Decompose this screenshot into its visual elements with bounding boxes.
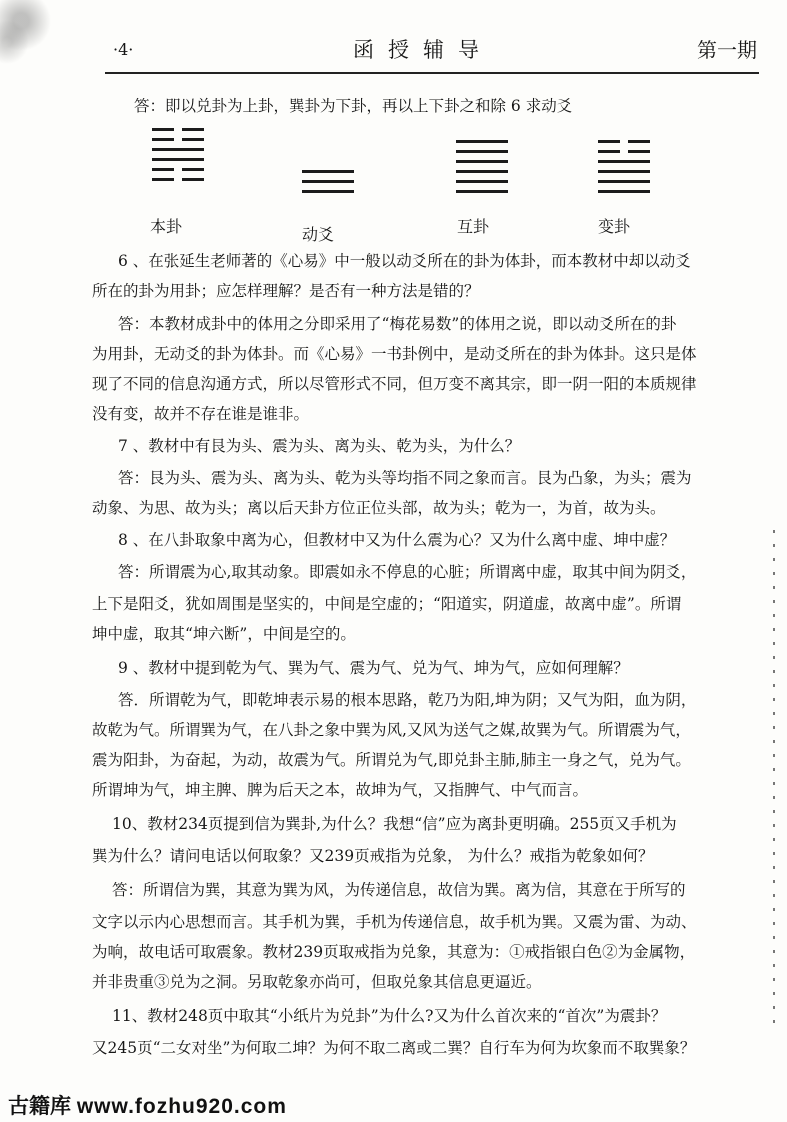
text-line: 现了不同的信息沟通方式，所以尽管形式不同，但万变不离其宗，即一阴一阳的本质规律 [92,375,697,393]
text-line: 10、教材234页提到信为巽卦,为什么？我想“信”应为离卦更明确。255页又手机为 [112,815,677,833]
scan-noise [0,0,70,70]
text-line: 答：即以兑卦为上卦，巽卦为下卦，再以上下卦之和除 6 求动爻 [134,97,573,115]
site-name: 古籍库 [8,1095,71,1118]
text-line: 答：艮为头、震为头、离为头、乾为头等均指不同之象而言。艮为凸象，为头；震为 [118,469,692,487]
text-line: 所谓坤为气，坤主脾、脾为后天之本，故坤为气，又指脾气、中气而言。 [92,781,589,799]
text-line: 故乾为气。所谓巽为气，在八卦之象中巽为风,又风为送气之媒,故巽为气。所谓震为气， [92,721,691,739]
site-domain: www.fozhu920.com [76,1095,287,1118]
text-line: 所在的卦为用卦；应怎样理解？是否有一种方法是错的？ [92,282,480,300]
moving-line-mark [302,170,354,200]
page-header [105,30,759,74]
watermark-footer [8,1090,287,1120]
scan-edge-marks [773,530,775,1030]
text-line: 答．所谓乾为气，即乾坤表示易的根本思路，乾乃为阳,坤为阴；又气为阳，血为阴， [118,691,697,709]
text-line: 并非贵重③兑为之洞。另取乾象亦尚可，但取兑象其信息更逼近。 [92,973,542,991]
text-line: 答：本教材成卦中的体用之分即采用了“梅花易数”的体用之说，即以动爻所在的卦 [118,315,677,333]
text-line: 又245页“二女对坐”为何取二坤？为何不取二离或二巽？自行车为何为坎象而不取巽象？ [92,1039,696,1057]
text-line: 震为阳卦，为奋起，为动，故震为气。所谓兑为气,即兑卦主肺,肺主一身之气，兑为气。 [92,751,691,769]
label-moving-line: 动爻 [302,225,335,244]
text-line: 巽为什么？请问电话以何取象？又239页戒指为兑象， 为什么？戒指为乾象如何？ [92,847,654,865]
text-line: 9 、教材中提到乾为气、巽为气、震为气、兑为气、坤为气，应如何理解？ [118,659,629,677]
issue-label: 第一期 [697,38,757,62]
text-line: 8 、在八卦取象中离为心，但教材中又为什么震为心？又为什么离中虚、坤中虚？ [118,531,676,549]
text-line: 没有变，故并不存在谁是谁非。 [92,405,310,423]
page-number: ·4· [113,40,134,59]
hexagram-original [152,128,204,188]
label-original: 本卦 [150,217,183,236]
text-line: 11、教材248页中取其“小纸片为兑卦”为什么?又为什么首次来的“首次”为震卦？ [112,1007,667,1025]
text-line: 文字以示内心思想而言。其手机为巽，手机为传递信息，故手机为巽。又震为雷、为动、 [92,913,697,931]
header-title: 函授辅导 [353,38,493,62]
header-rule [105,72,759,74]
text-line: 7 、教材中有艮为头、震为头、离为头、乾为头，为什么？ [118,437,521,455]
label-mutual: 互卦 [457,217,490,236]
label-changed: 变卦 [598,217,631,236]
hexagram-mutual [456,140,508,200]
text-line: 6 、在张延生老师著的《心易》中一般以动爻所在的卦为体卦，而本教材中却以动爻 [118,252,691,270]
text-line: 答：所谓震为心,取其动象。即震如永不停息的心脏；所谓离中虚，取其中间为阴爻， [118,563,697,581]
text-line: 为响，故电话可取震象。教材239页取戒指为兑象，其意为：①戒指银白色②为金属物， [92,943,696,961]
text-line: 答：所谓信为巽，其意为巽为风，为传递信息，故信为巽。离为信，其意在于所写的 [112,881,686,899]
text-line: 上下是阳爻，犹如周围是坚实的，中间是空虚的；“阳道实，阴道虚，故离中虚”。所谓 [92,595,682,613]
hexagram-changed [598,140,650,200]
text-line: 为用卦，无动爻的卦为体卦。而《心易》一书卦例中，是动爻所在的卦为体卦。这只是体 [92,345,697,363]
text-line: 动象、为思、故为头；离以后天卦方位正位头部，故为头；乾为一，为首，故为头。 [92,499,666,517]
text-line: 坤中虚，取其“坤六断”，中间是空的。 [92,625,356,643]
